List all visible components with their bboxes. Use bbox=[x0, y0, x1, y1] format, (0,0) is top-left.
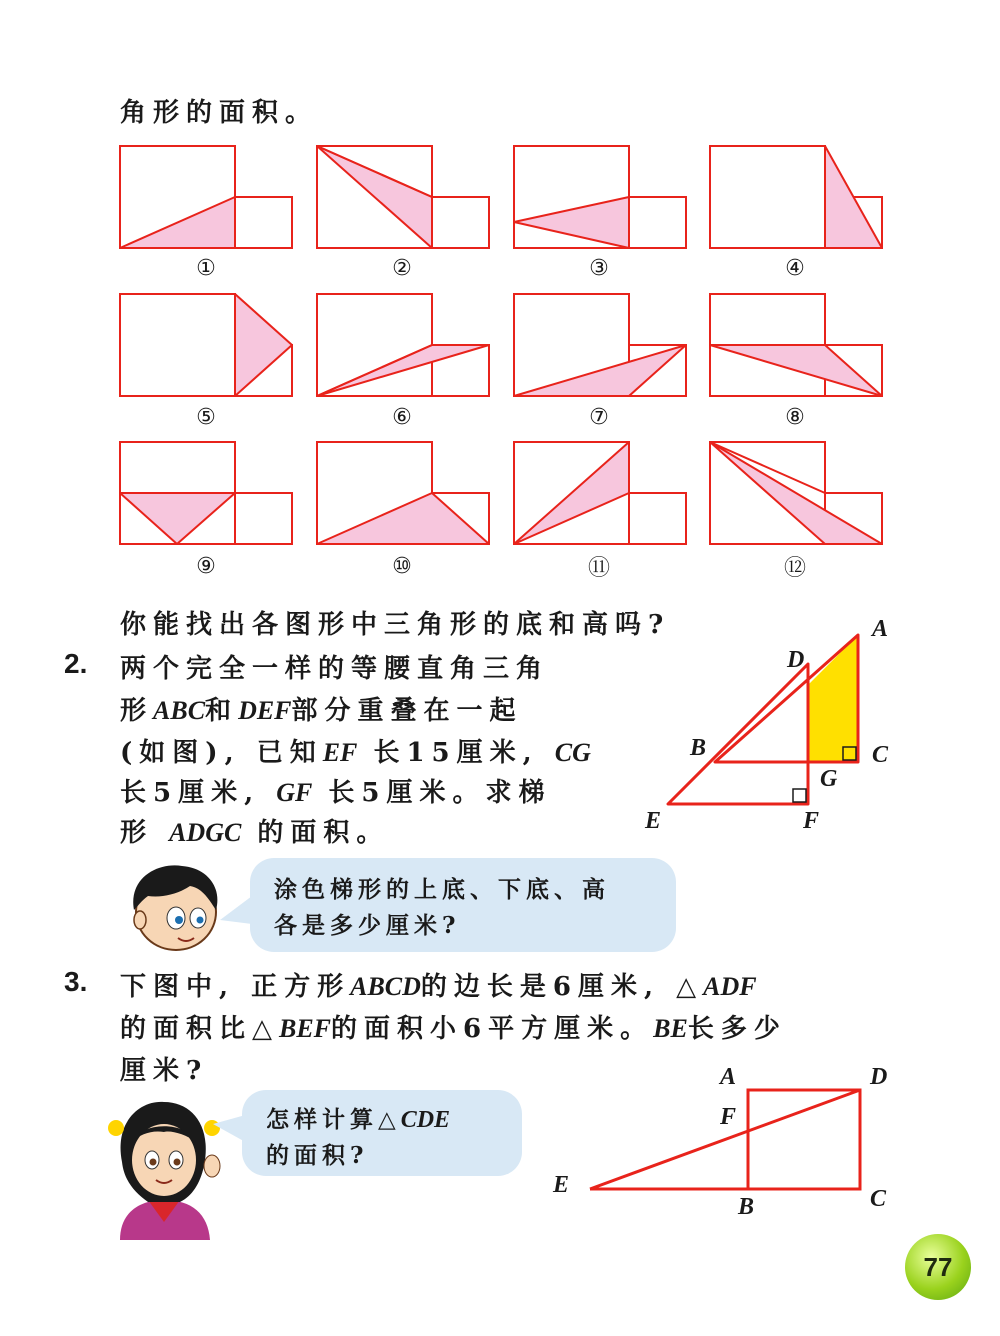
p3-label-F: F bbox=[720, 1104, 737, 1130]
figure-label-6: ⑥ bbox=[392, 405, 412, 430]
figure-12 bbox=[710, 442, 882, 544]
figure-label-1: ① bbox=[196, 256, 216, 281]
figure-label-3: ③ bbox=[589, 256, 609, 281]
figure-7 bbox=[514, 294, 686, 396]
figure-5 bbox=[120, 294, 292, 396]
p3-label-E: E bbox=[553, 1172, 570, 1198]
problem-2-line-3: (如图), 已知EF 长15厘米, CG bbox=[120, 738, 591, 768]
hint-bubble-1-line-1: 涂色梯形的上底、下底、高 bbox=[274, 876, 610, 903]
problem-3-number: 3. bbox=[64, 966, 88, 997]
hint-bubble-2-line-1: 怎样计算△CDE bbox=[266, 1106, 451, 1133]
figure-label-2: ② bbox=[392, 256, 412, 281]
figure-label-10: ⑩ bbox=[392, 554, 412, 579]
figure-1 bbox=[120, 146, 292, 248]
problem-2-line-2: 形ABC和DEF部分重叠在一起 bbox=[120, 696, 523, 726]
p2-label-D: D bbox=[787, 647, 805, 673]
p2-label-E: E bbox=[645, 808, 662, 834]
figure-9 bbox=[120, 442, 292, 544]
figure-label-4: ④ bbox=[785, 256, 805, 281]
p2-label-B: B bbox=[690, 735, 707, 761]
intro-text: 角形的面积。 bbox=[120, 98, 319, 128]
square-diagram bbox=[580, 1080, 880, 1200]
p2-label-F: F bbox=[803, 808, 820, 834]
p2-label-G: G bbox=[820, 766, 838, 792]
hint-bubble-2 bbox=[242, 1090, 522, 1176]
problem-2-line-1: 两个完全一样的等腰直角三角 bbox=[120, 654, 550, 684]
p2-label-C: C bbox=[872, 742, 889, 768]
figures-grid bbox=[0, 130, 1000, 590]
hint-bubble-1 bbox=[250, 858, 676, 952]
figure-label-7: ⑦ bbox=[589, 405, 609, 430]
p3-label-A: A bbox=[720, 1064, 737, 1090]
hint-bubble-1-line-2: 各是多少厘米? bbox=[274, 912, 461, 939]
problem-2-number: 2. bbox=[64, 648, 88, 679]
page-number: 77 bbox=[905, 1234, 971, 1300]
figure-11 bbox=[514, 442, 686, 544]
figure-6 bbox=[317, 294, 489, 396]
problem-3-line-1: 下图中, 正方形ABCD的边长是6厘米, △ADF bbox=[120, 972, 757, 1002]
figure-10 bbox=[317, 442, 489, 544]
figure-2 bbox=[317, 146, 489, 248]
figure-label-8: ⑧ bbox=[785, 405, 805, 430]
problem-2-line-4: 长5厘米, GF 长5厘米。求梯 bbox=[120, 778, 552, 808]
hint-bubble-2-line-2: 的面积? bbox=[266, 1142, 369, 1169]
question-line: 你能找出各图形中三角形的底和高吗? bbox=[120, 610, 671, 640]
p3-label-C: C bbox=[870, 1186, 887, 1212]
problem-3-line-3: 厘米? bbox=[120, 1056, 209, 1086]
problem-2-line-5: 形 ADGC 的面积。 bbox=[120, 818, 390, 848]
p3-label-B: B bbox=[738, 1194, 755, 1220]
figure-8 bbox=[710, 294, 882, 396]
figure-label-11: ⑪ bbox=[587, 556, 610, 581]
figure-4 bbox=[710, 146, 882, 248]
problem-3-line-2: 的面积比△BEF的面积小6平方厘米。BE长多少 bbox=[120, 1014, 787, 1044]
figure-label-5: ⑤ bbox=[196, 405, 216, 430]
figure-label-9: ⑨ bbox=[196, 554, 216, 579]
p2-label-A: A bbox=[872, 616, 889, 642]
figure-label-12: ⑫ bbox=[783, 556, 806, 581]
p3-label-D: D bbox=[870, 1064, 888, 1090]
figure-3 bbox=[514, 146, 686, 248]
